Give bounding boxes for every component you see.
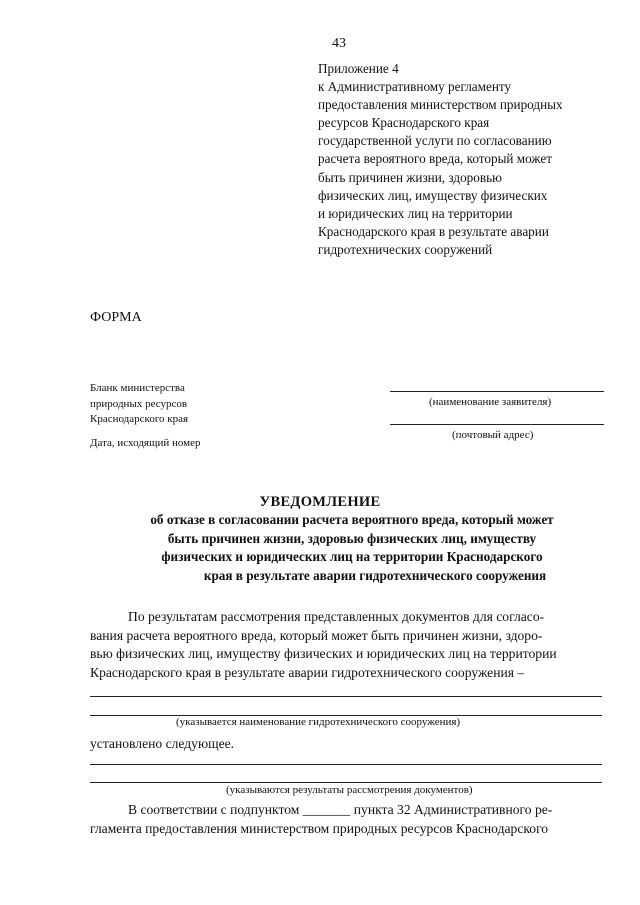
appendix-line: и юридических лиц на территории [318, 205, 513, 221]
body-paragraph [90, 608, 608, 682]
body-line: вания расчета вероятного вреда, который может быть причинен жизни, здоро- [90, 627, 543, 643]
body-line: По результатам рассмотрения представленных документов для согласо- [128, 609, 545, 624]
notice-subtitle-line: об отказе в согласовании расчета вероятного вреда, который может [150, 512, 554, 527]
closing-line: гламента предоставления министерством природных ресурсов Краснодарского [90, 821, 549, 836]
issuer-line: Бланк министерства [90, 382, 185, 394]
appendix-header [318, 60, 618, 259]
body-line: Краснодарского края в результате аварии гидротехнического сооружения – [90, 664, 525, 680]
postal-address-field[interactable] [390, 424, 604, 425]
results-field[interactable] [90, 764, 602, 765]
form-label: ФОРМА [90, 310, 142, 325]
postal-caption: (почтовый адрес) [452, 429, 534, 441]
notice-subtitle-line: края в результате аварии гидротехнического сооружения [203, 567, 547, 583]
issuer-line: Краснодарского края [90, 413, 189, 425]
appendix-line: быть причинен жизни, здоровью [318, 169, 502, 185]
appendix-line: Краснодарского края в результате аварии [318, 223, 549, 239]
results-caption: (указываются результаты рассмотрения документов) [226, 784, 473, 796]
established-text: установлено следующее. [90, 736, 235, 751]
notice-subtitle [112, 511, 592, 585]
body-line: вью физических лиц, имуществу физических и юридических лиц на территории [90, 646, 557, 662]
notice-subtitle-line: быть причинен жизни, здоровью физических лиц, имуществу [167, 530, 537, 546]
date-number-line: Дата, исходящий номер [90, 437, 201, 449]
appendix-line: гидротехнических сооружений [318, 241, 493, 257]
applicant-caption: (наименование заявителя) [429, 396, 552, 408]
appendix-line: предоставления министерством природных [318, 97, 563, 113]
appendix-line: к Административному регламенту [318, 79, 512, 95]
results-field-2[interactable] [90, 782, 602, 783]
structure-caption: (указывается наименование гидротехнического сооружения) [176, 716, 461, 728]
closing-line: В соответствии с подпунктом _______ пункта 32 Административного ре- [128, 802, 553, 817]
closing-paragraph [90, 800, 612, 838]
notice-subtitle-line: физических и юридических лиц на территории Краснодарского [161, 549, 543, 564]
appendix-line: расчета вероятного вреда, который может [318, 151, 552, 167]
structure-name-field[interactable] [90, 696, 602, 697]
appendix-line: государственной услуги по согласованию [318, 133, 552, 149]
appendix-line: ресурсов Краснодарского края [318, 115, 490, 131]
applicant-name-field[interactable] [390, 391, 604, 392]
page-number: 43 [332, 36, 346, 51]
notice-title: УВЕДОМЛЕНИЕ [259, 494, 381, 510]
appendix-line: Приложение 4 [318, 61, 399, 76]
issuer-block [90, 381, 188, 428]
issuer-line: природных ресурсов [90, 397, 188, 410]
appendix-line: физических лиц, имуществу физических [318, 187, 548, 203]
